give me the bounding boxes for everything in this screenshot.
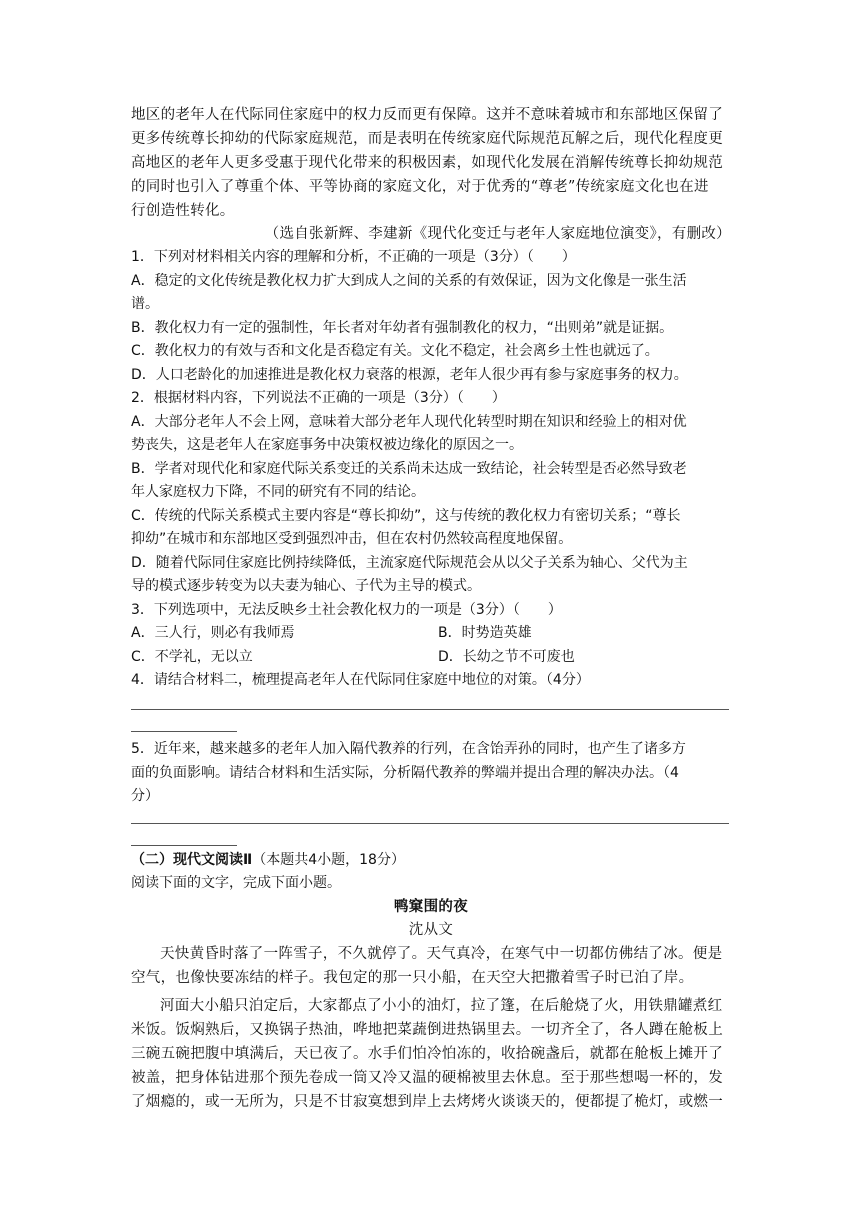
- passage-line: 地区的老年人在代际同住家庭中的权力反而更有保障。这并不意味着城市和东部地区保留了: [131, 107, 723, 123]
- article-author: 沈从文: [408, 922, 454, 938]
- article-paragraph-line: 河面大小船只泊定后，大家都点了小小的油灯，拉了篷，在后舱烧了火，用铁鼎罐煮红: [160, 998, 723, 1014]
- passage-line: 的同时也引入了尊重个体、平等协商的家庭文化，对于优秀的“尊老”传统家庭文化也在进: [131, 179, 709, 195]
- source-note: （选自张新辉、李建新《现代化变迁与老年人家庭地位演变》，有删改）: [264, 226, 731, 242]
- question-3-option-c: C．不学礼，无以立: [131, 649, 253, 665]
- question-3-option-a: A．三人行，则必有我师焉: [131, 625, 295, 641]
- article-title: 鸭窠围的夜: [394, 898, 468, 915]
- article-paragraph-line: 了烟瘾的，或一无所为，只是不甘寂寞想到岸上去烤烤火谈谈天的，便都提了桅灯，或燃一: [131, 1094, 723, 1110]
- question-1-option-b: B．教化权力有一定的强制性，年长者对年幼者有强制教化的权力，“出则弟”就是证据。: [131, 320, 674, 336]
- question-2-option-a-cont: 势丧失，这是老年人在家庭事务中决策权被边缘化的原因之一。: [131, 437, 523, 453]
- section-heading: [131, 850, 731, 870]
- question-2-option-a: A．大部分老年人不会上网，意味着大部分老年人现代化转型时期在知识和经验上的相对优: [131, 414, 687, 430]
- question-4-stem: 4．请结合材料二，梳理提高老年人在代际同住家庭中地位的对策。（4分）: [131, 672, 590, 688]
- question-2-option-b: B．学者对现代化和家庭代际关系变迁的关系尚未达成一致结论，社会转型是否必然导致老: [131, 461, 687, 477]
- question-5-stem-cont: 分）: [131, 788, 159, 804]
- question-2-stem: 2．根据材料内容，下列说法不正确的一项是（3分）（ ）: [131, 390, 506, 406]
- passage-line: 高地区的老年人更多受惠于现代化带来的积极因素，如现代化发展在消解传统尊长抑幼规范: [131, 155, 723, 171]
- section-heading-title: （二）现代文阅读Ⅱ: [131, 852, 253, 868]
- answer-line: [131, 709, 729, 710]
- question-1-option-c: C．教化权力的有效与否和文化是否稳定有关。文化不稳定，社会离乡土性也就远了。: [131, 343, 659, 359]
- article-paragraph-line: 三碗五碗把腹中填满后，天已夜了。水手们怕冷怕冻的，收拾碗盏后，就都在舱板上摊开了: [131, 1046, 723, 1062]
- question-5-stem-cont: 面的负面影响。请结合材料和生活实际，分析隔代教养的弊端并提出合理的解决办法。（4: [131, 765, 679, 781]
- question-1-option-a: A．稳定的文化传统是教化权力扩大到成人之间的关系的有效保证，因为文化像是一张生活: [131, 273, 687, 289]
- question-2-option-c: C．传统的代际关系模式主要内容是“尊长抑幼”，这与传统的教化权力有密切关系；“尊长: [131, 508, 681, 524]
- question-2-option-d: D．随着代际同住家庭比例持续降低，主流家庭代际规范会从以父子关系为轴心、父代为主: [131, 555, 688, 571]
- answer-line-short: [131, 845, 237, 846]
- article-paragraph-line: 被盖，把身体钻进那个预先卷成一筒又冷又温的硬棉被里去休息。至于那些想喝一杯的，发: [131, 1070, 723, 1086]
- question-1-stem: 1．下列对材料相关内容的理解和分析，不正确的一项是（3分）（ ）: [131, 249, 576, 265]
- question-1-option-d: D．人口老龄化的加速推进是教化权力衰落的根源，老年人很少再有参与家庭事务的权力。: [131, 367, 688, 383]
- article-paragraph-line: 米饭。饭焖熟后，又换锅子热油，哗地把菜蔬倒进热锅里去。一切齐全了，各人蹲在舱板上: [131, 1022, 723, 1038]
- question-2-option-d-cont: 导的模式逐步转变为以夫妻为轴心、子代为主导的模式。: [131, 578, 481, 594]
- question-3-option-d: D．长幼之节不可废也: [438, 649, 575, 665]
- article-paragraph-line: 天快黄昏时落了一阵雪子，不久就停了。天气真冷，在寒气中一切都仿佛结了冰。便是: [160, 946, 723, 962]
- article-paragraph-line: 空气，也像快要冻结的样子。我包定的那一只小船，在天空大把撒着雪子时已泊了岸。: [131, 970, 694, 986]
- passage-line: 行创造性转化。: [131, 203, 235, 219]
- section-instruction: 阅读下面的文字，完成下面小题。: [131, 875, 341, 891]
- question-5-stem: 5．近年来，越来越多的老年人加入隔代教养的行列，在含饴弄孙的同时，也产生了诸多方: [131, 741, 686, 757]
- answer-line: [131, 823, 729, 824]
- section-heading-note: （本题共4小题，18分）: [252, 852, 405, 868]
- question-3-option-b: B．时势造英雄: [438, 625, 532, 641]
- question-2-option-b-cont: 年人家庭权力下降，不同的研究有不同的结论。: [131, 484, 425, 500]
- question-1-option-a-cont: 谱。: [131, 296, 159, 312]
- answer-line-short: [131, 731, 237, 732]
- question-3-stem: 3．下列选项中，无法反映乡土社会教化权力的一项是（3分）（ ）: [131, 602, 562, 618]
- question-2-option-c-cont: 抑幼”在城市和东部地区受到强烈冲击，但在农村仍然较高程度地保留。: [131, 531, 573, 547]
- passage-line: 更多传统尊长抑幼的代际家庭规范，而是表明在传统家庭代际规范瓦解之后，现代化程度更: [131, 131, 723, 147]
